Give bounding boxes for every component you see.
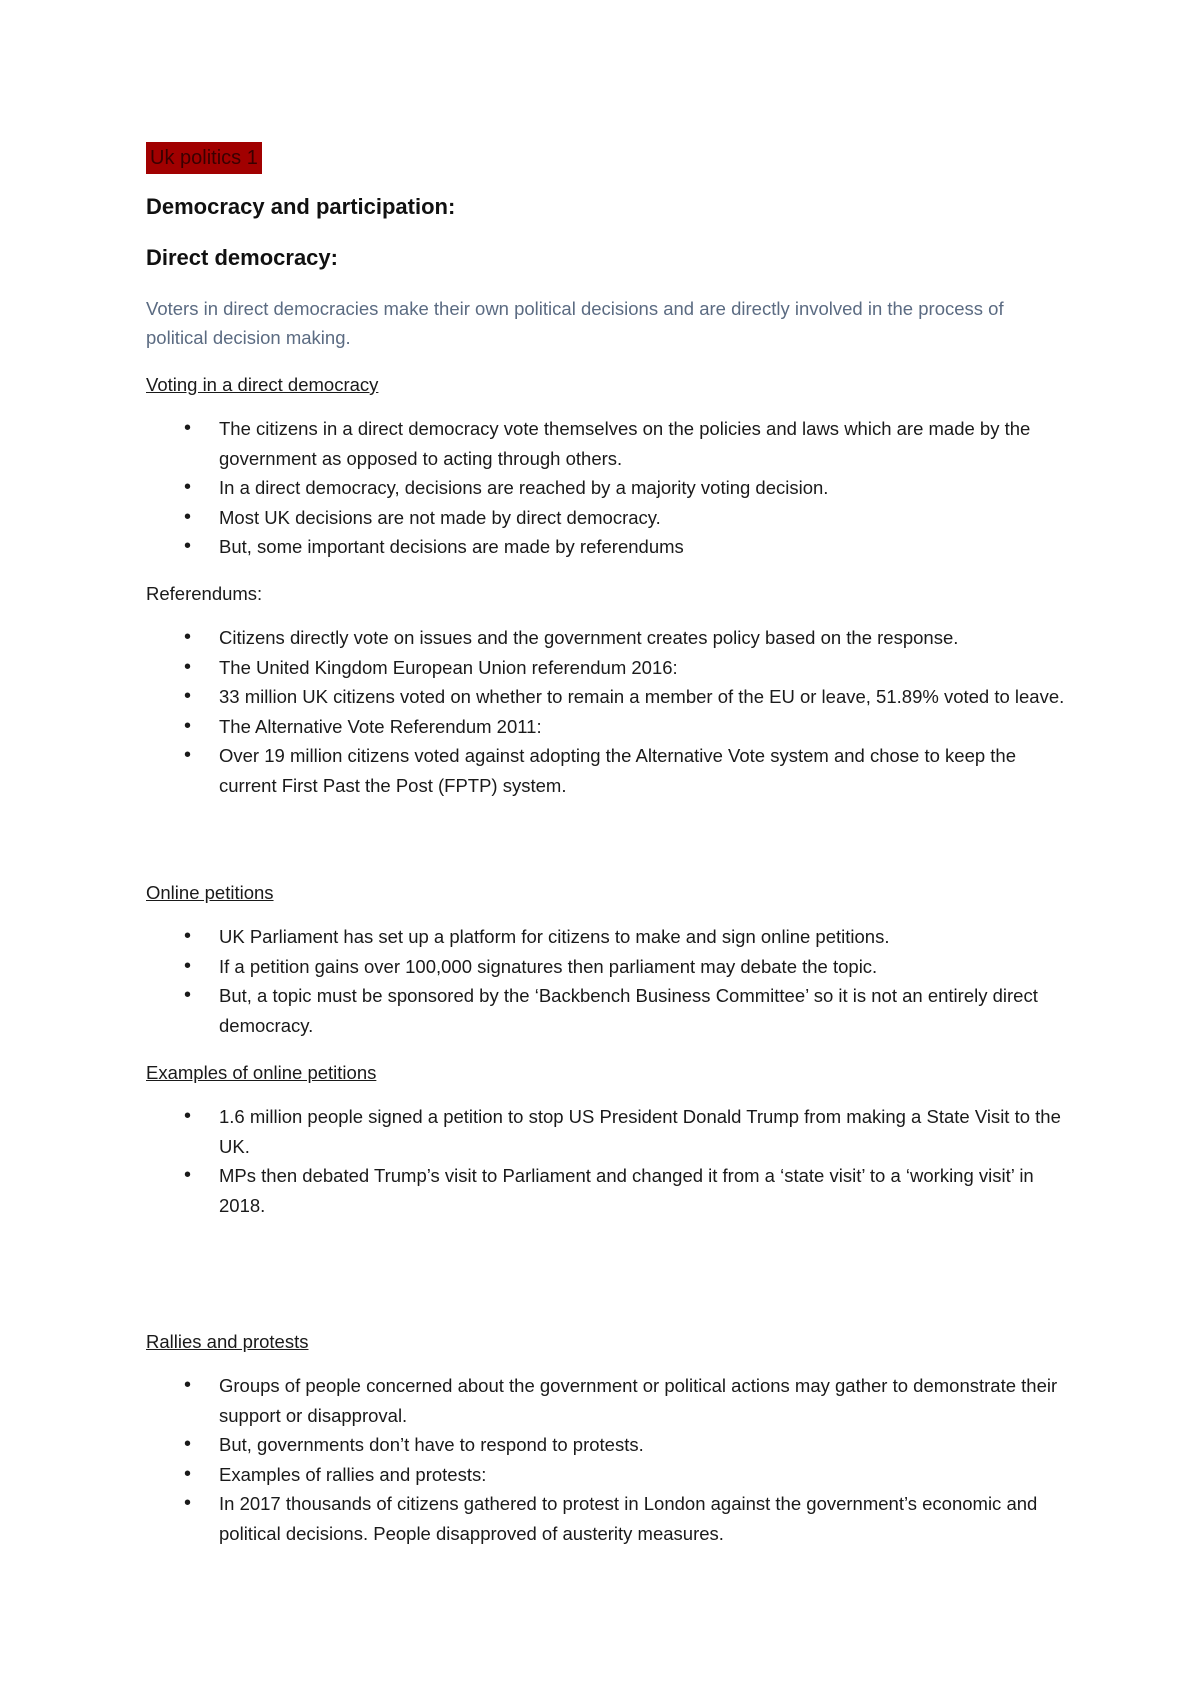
list-item: • But, governments don’t have to respond to protests. — [219, 1430, 1066, 1460]
voting-list — [146, 414, 1066, 562]
list-item: • MPs then debated Trump’s visit to Parliament and changed it from a ‘state visit’ to a ‘working visit’ in 2018. — [219, 1161, 1066, 1220]
document-title: Uk politics 1 — [146, 142, 262, 174]
petitions-heading: Online petitions — [146, 882, 274, 903]
referendums-list — [146, 623, 1066, 800]
list-item: • The United Kingdom European Union referendum 2016: — [219, 653, 1066, 683]
rallies-list — [146, 1371, 1066, 1548]
petition-examples-list — [146, 1102, 1066, 1220]
list-item: • In a direct democracy, decisions are reached by a majority voting decision. — [219, 473, 1066, 503]
list-item: • But, some important decisions are made by referendums — [219, 532, 1066, 562]
petition-examples-heading: Examples of online petitions — [146, 1062, 377, 1083]
heading-direct-democracy: Direct democracy: — [146, 245, 338, 270]
list-item: • 1.6 million people signed a petition to stop US President Donald Trump from making a State Visit to the UK. — [219, 1102, 1066, 1161]
list-item: • UK Parliament has set up a platform for citizens to make and sign online petitions. — [219, 922, 1066, 952]
list-item: • If a petition gains over 100,000 signatures then parliament may debate the topic. — [219, 952, 1066, 982]
list-item: • Over 19 million citizens voted against adopting the Alternative Vote system and chose to keep the current First Past the Post (FPTP) system. — [219, 741, 1066, 800]
list-item: • But, a topic must be sponsored by the ‘Backbench Business Committee’ so it is not an entirely direct democracy. — [219, 981, 1066, 1040]
intro-paragraph: Voters in direct democracies make their own political decisions and are directly involved in the process of political decision making. — [146, 298, 1004, 348]
petitions-list — [146, 922, 1066, 1040]
rallies-heading: Rallies and protests — [146, 1331, 309, 1352]
list-item: • Examples of rallies and protests: — [219, 1460, 1066, 1490]
referendums-heading: Referendums: — [146, 583, 263, 604]
heading-democracy-participation: Democracy and participation: — [146, 194, 456, 219]
list-item: • The citizens in a direct democracy vote themselves on the policies and laws which are made by the government as opposed to acting through others. — [219, 414, 1066, 473]
list-item: • Citizens directly vote on issues and the government creates policy based on the response. — [219, 623, 1066, 653]
list-item: • Groups of people concerned about the government or political actions may gather to demonstrate their support or disapproval. — [219, 1371, 1066, 1430]
list-item: • 33 million UK citizens voted on whether to remain a member of the EU or leave, 51.89% voted to leave. — [219, 682, 1066, 712]
list-item: • Most UK decisions are not made by direct democracy. — [219, 503, 1066, 533]
list-item: • In 2017 thousands of citizens gathered to protest in London against the government’s economic and political decisions. People disapproved of austerity measures. — [219, 1489, 1066, 1548]
voting-heading: Voting in a direct democracy — [146, 374, 379, 395]
list-item: • The Alternative Vote Referendum 2011: — [219, 712, 1066, 742]
